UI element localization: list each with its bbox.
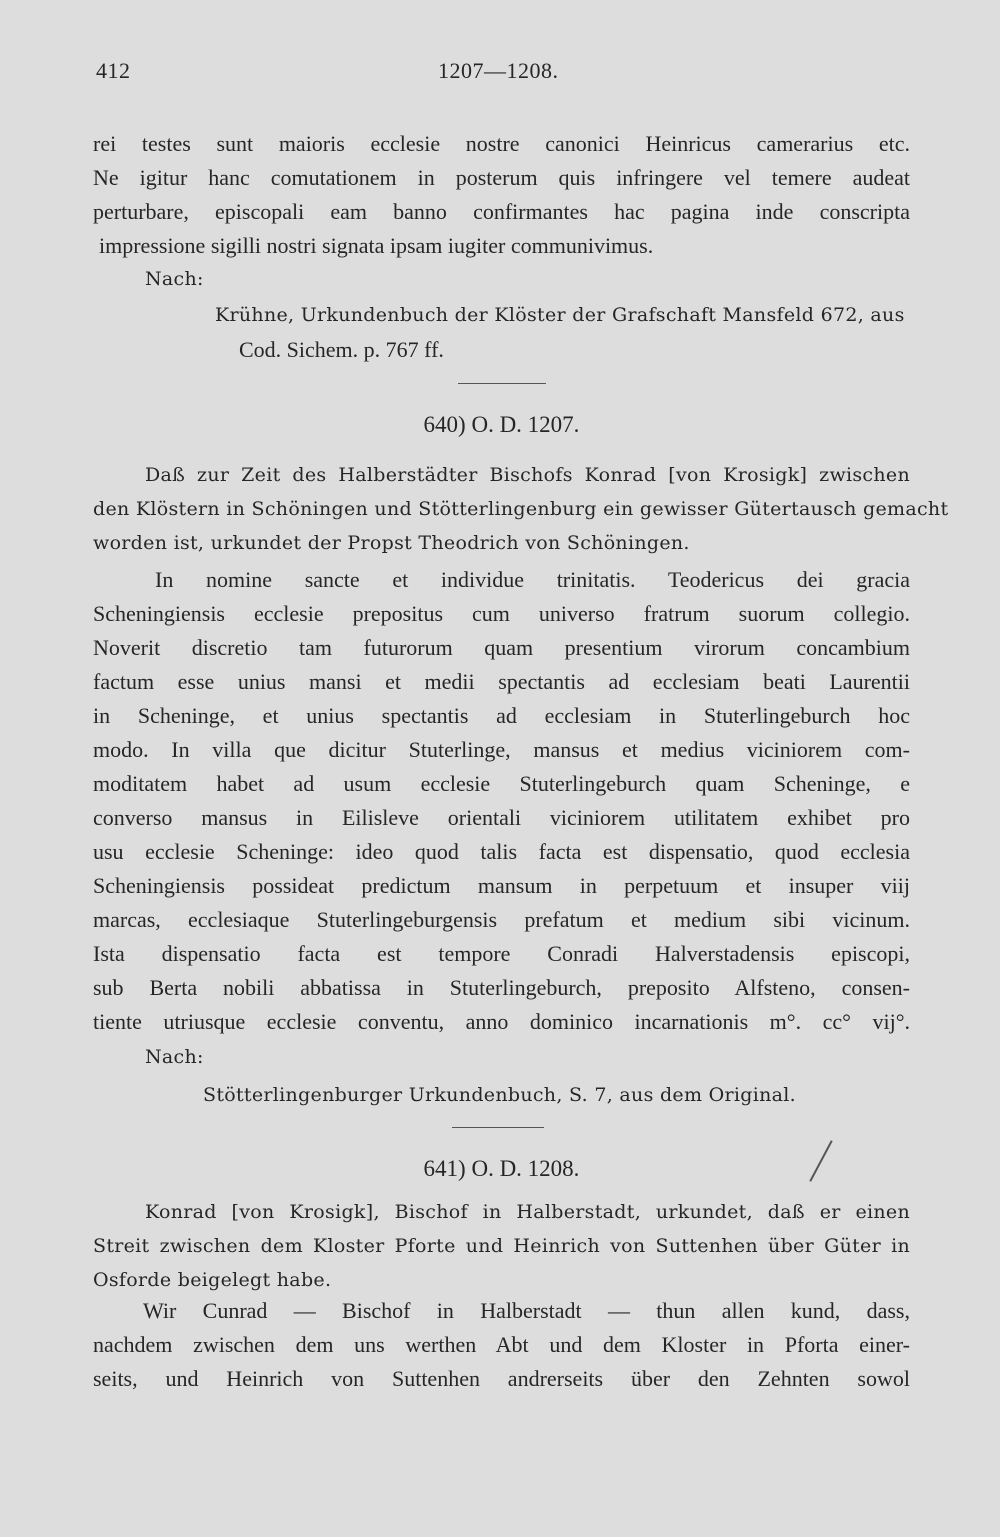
text-line: converso mansus in Eilisleve orientali viciniorem utilitatem exhibet pro bbox=[93, 805, 910, 830]
entry-641-text bbox=[93, 1294, 910, 1396]
text-line: tiente utriusque ecclesie conventu, anno dominico incarnationis m°. cc° vij°. bbox=[93, 1009, 910, 1034]
section-divider bbox=[458, 383, 546, 384]
summary-line: den Klöstern in Schöningen und Stötterlingenburg ein gewisser Gütertausch gemacht bbox=[93, 498, 949, 520]
source-line: Krühne, Urkundenbuch der Klöster der Grafschaft Mansfeld 672, aus bbox=[215, 304, 905, 326]
section-divider bbox=[452, 1127, 544, 1128]
text-line: Wir Cunrad — Bischof in Halberstadt — thun allen kund, dass, bbox=[143, 1298, 910, 1323]
summary-line: Konrad [von Krosigk], Bischof in Halberstadt, urkundet, daß er einen bbox=[145, 1201, 910, 1223]
text-line: Scheningiensis ecclesie prepositus cum universo fratrum suorum collegio. bbox=[93, 601, 910, 626]
entry-640-text bbox=[93, 563, 910, 1039]
text-line: rei testes sunt maioris ecclesie nostre canonici Heinricus camerarius etc. bbox=[93, 131, 910, 156]
text-line: moditatem habet ad usum ecclesie Stuterlingeburch quam Scheninge, e bbox=[93, 771, 910, 796]
summary-line: Daß zur Zeit des Halberstädter Bischofs Konrad [von Krosigk] zwischen bbox=[145, 464, 910, 486]
text-line: Scheningiensis possideat predictum mansum in perpetuum et insuper viij bbox=[93, 873, 910, 898]
entry-640-summary bbox=[93, 459, 949, 561]
entry-641-summary bbox=[93, 1196, 910, 1298]
summary-line: Osforde beigelegt habe. bbox=[93, 1269, 332, 1291]
text-line: Ista dispensatio facta est tempore Conradi Halverstadensis episcopi, bbox=[93, 941, 910, 966]
summary-line: worden ist, urkundet der Propst Theodrich von Schöningen. bbox=[93, 532, 690, 554]
text-line: nachdem zwischen dem uns werthen Abt und dem Kloster in Pforta einer- bbox=[93, 1332, 910, 1357]
text-line: Ne igitur hanc comutationem in posterum quis infringere vel temere audeat bbox=[93, 165, 910, 190]
text-line: in Scheninge, et unius spectantis ad ecclesiam in Stuterlingeburch hoc bbox=[93, 703, 910, 728]
summary-line: Streit zwischen dem Kloster Pforte und Heinrich von Suttenhen über Güter in bbox=[93, 1235, 910, 1257]
text-line: modo. In villa que dicitur Stuterlinge, mansus et medius viciniorem com- bbox=[93, 737, 910, 762]
text-line: perturbare, episcopali eam banno confirmantes hac pagina inde conscripta bbox=[93, 199, 910, 224]
continued-text bbox=[93, 127, 910, 263]
entry-641-heading: 641) O. D. 1208. bbox=[423, 1156, 580, 1181]
text-line: sub Berta nobili abbatissa in Stuterlingeburch, preposito Alfsteno, consen- bbox=[93, 975, 910, 1000]
running-title: 1207—1208. bbox=[438, 58, 559, 83]
source-line: Cod. Sichem. p. 767 ff. bbox=[239, 337, 444, 362]
page-number: 412 bbox=[96, 58, 131, 83]
text-line: impressione sigilli nostri signata ipsam iugiter communivimus. bbox=[99, 233, 654, 258]
text-line: factum esse unius mansi et medii spectantis ad ecclesiam beati Laurentii bbox=[93, 669, 910, 694]
text-line: In nomine sancte et individue trinitatis. Teodericus dei gracia bbox=[155, 567, 910, 592]
source-line: Stötterlingenburger Urkundenbuch, S. 7, aus dem Original. bbox=[203, 1084, 796, 1106]
source-label: Nach: bbox=[145, 1046, 204, 1068]
source-citation-639 bbox=[93, 263, 910, 367]
text-line: Noverit discretio tam futurorum quam presentium virorum concambium bbox=[93, 635, 910, 660]
text-line: usu ecclesie Scheninge: ideo quod talis facta est dispensatio, quod ecclesia bbox=[93, 839, 910, 864]
source-citation-640 bbox=[93, 1041, 910, 1113]
text-line: marcas, ecclesiaque Stuterlingeburgensis prefatum et medium sibi vicinum. bbox=[93, 907, 910, 932]
source-label: Nach: bbox=[145, 268, 204, 290]
entry-640-heading: 640) O. D. 1207. bbox=[423, 412, 580, 437]
text-line: seits, und Heinrich von Suttenhen andrerseits über den Zehnten sowol bbox=[93, 1366, 910, 1391]
